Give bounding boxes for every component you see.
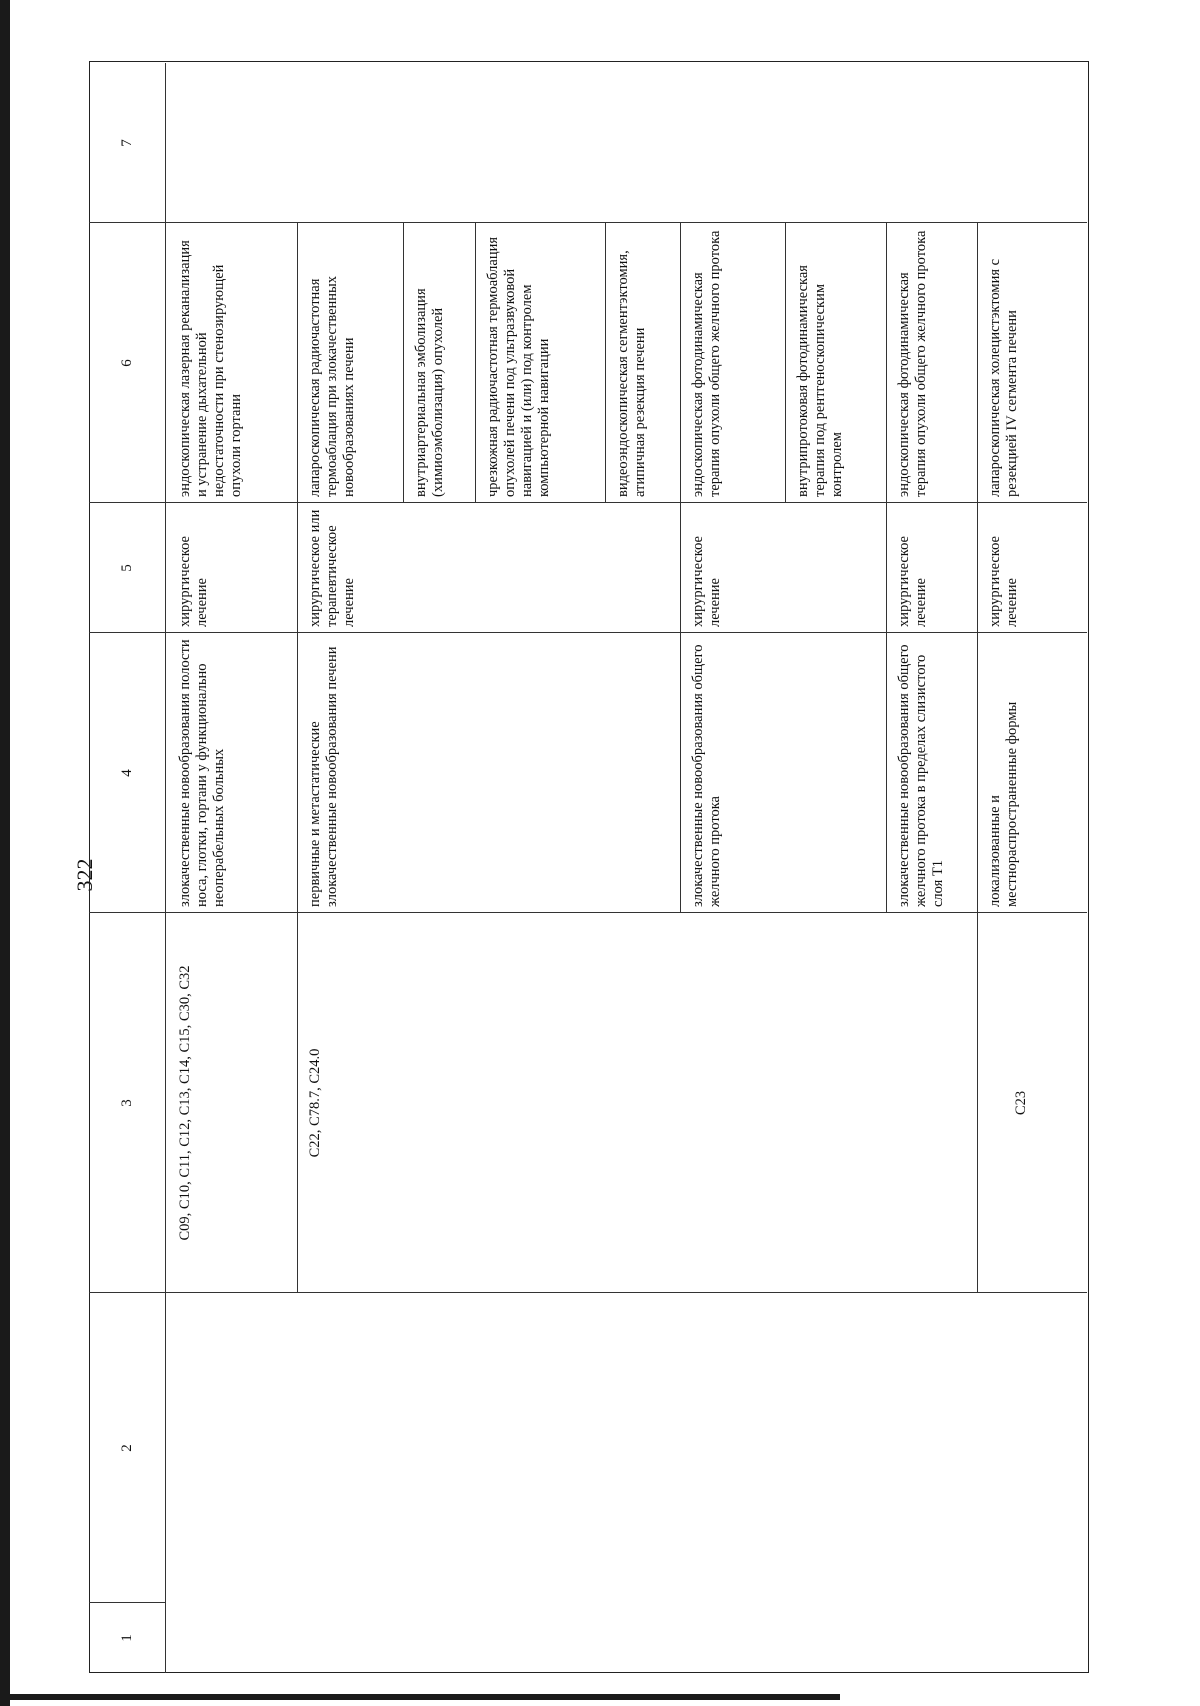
r3-method-2: внутрипротоковая фотодинамическая терапия под рентгеноскопическим контролем: [795, 265, 845, 497]
col-line-2a: [89, 1292, 165, 1293]
r5-method: лапароскопическая холецистэктомия с резекцией IV сегмента печени: [987, 258, 1020, 497]
header-col-2: 2: [119, 1444, 135, 1452]
r2-treatment: хирургическое или терапевтическое лечение: [307, 509, 357, 627]
r4-method: эндоскопическая фотодинамическая терапия опухоли общего желчного протока: [896, 230, 929, 497]
row-line-4: [886, 223, 887, 913]
r1-model: злокачественные новообразования полости носа, глотки, гортани у функционально неоперабельных больных: [177, 639, 227, 907]
header-col-6: 6: [119, 359, 135, 367]
header-col-1: 1: [119, 1634, 135, 1642]
r1-method: эндоскопическая лазерная реканализация и устранение дыхательной недостаточности при стенозирующей опухоли гортани: [177, 240, 244, 497]
r2-method-4: видеоэндоскопическая сегментэктомия, атипичная резекция печени: [615, 250, 648, 497]
r4-model: злокачественные новообразования общего желчного протока в пределах слизистого слоя Т1: [896, 644, 946, 907]
row-line-2b: [475, 223, 476, 503]
r2-model: первичные и метастатические злокачественные новообразования печени: [307, 646, 340, 907]
r5-treatment: хирургическое лечение: [987, 536, 1020, 627]
header-rule: [165, 63, 166, 1673]
row-line-3a: [785, 223, 786, 503]
r2-method-2: внутриартериальная эмболизация (химиоэмболизация) опухолей: [413, 288, 446, 497]
header-col-3: 3: [119, 1099, 135, 1107]
r5-model: локализованные и местнораспространенные формы: [987, 701, 1020, 907]
r3-method-1: эндоскопическая фотодинамическая терапия опухоли общего желчного протока: [690, 230, 723, 497]
r3-model: злокачественные новообразования общего желчного протока: [690, 644, 723, 907]
header-col-5: 5: [119, 564, 135, 572]
row-line-3: [680, 223, 681, 913]
row-line-1: [297, 223, 298, 1293]
page-number: 322: [72, 858, 97, 892]
r2-method-3: чрезкожная радиочастотная термоаблация опухолей печени под ультразвуковой навигацией и (или) под контролем компьютерной навигации: [485, 236, 552, 497]
scan-edge-left: [0, 0, 10, 1706]
r2-icd-codes: C22, C78.7, C24.0: [307, 1048, 323, 1158]
header-col-7: 7: [119, 139, 135, 147]
row-line-5: [977, 223, 978, 1293]
r5-icd-codes: C23: [1013, 1090, 1029, 1116]
scan-edge-bottom: [0, 1694, 840, 1700]
row-line-2c: [605, 223, 606, 503]
r4-treatment: хирургическое лечение: [896, 536, 929, 627]
rotated-page: [89, 61, 1089, 1673]
header-col-4: 4: [119, 769, 135, 777]
r3-treatment: хирургическое лечение: [690, 536, 723, 627]
row-line-2a: [403, 223, 404, 503]
col-line-1: [89, 1602, 165, 1603]
r1-treatment: хирургическое лечение: [177, 536, 210, 627]
r1-icd-codes: C09, C10, C11, C12, C13, C14, C15, C30, C32: [177, 965, 193, 1241]
r2-method-1: лапароскопическая радиочастотная термоаблация при злокачественных новообразованиях печени: [307, 275, 357, 497]
